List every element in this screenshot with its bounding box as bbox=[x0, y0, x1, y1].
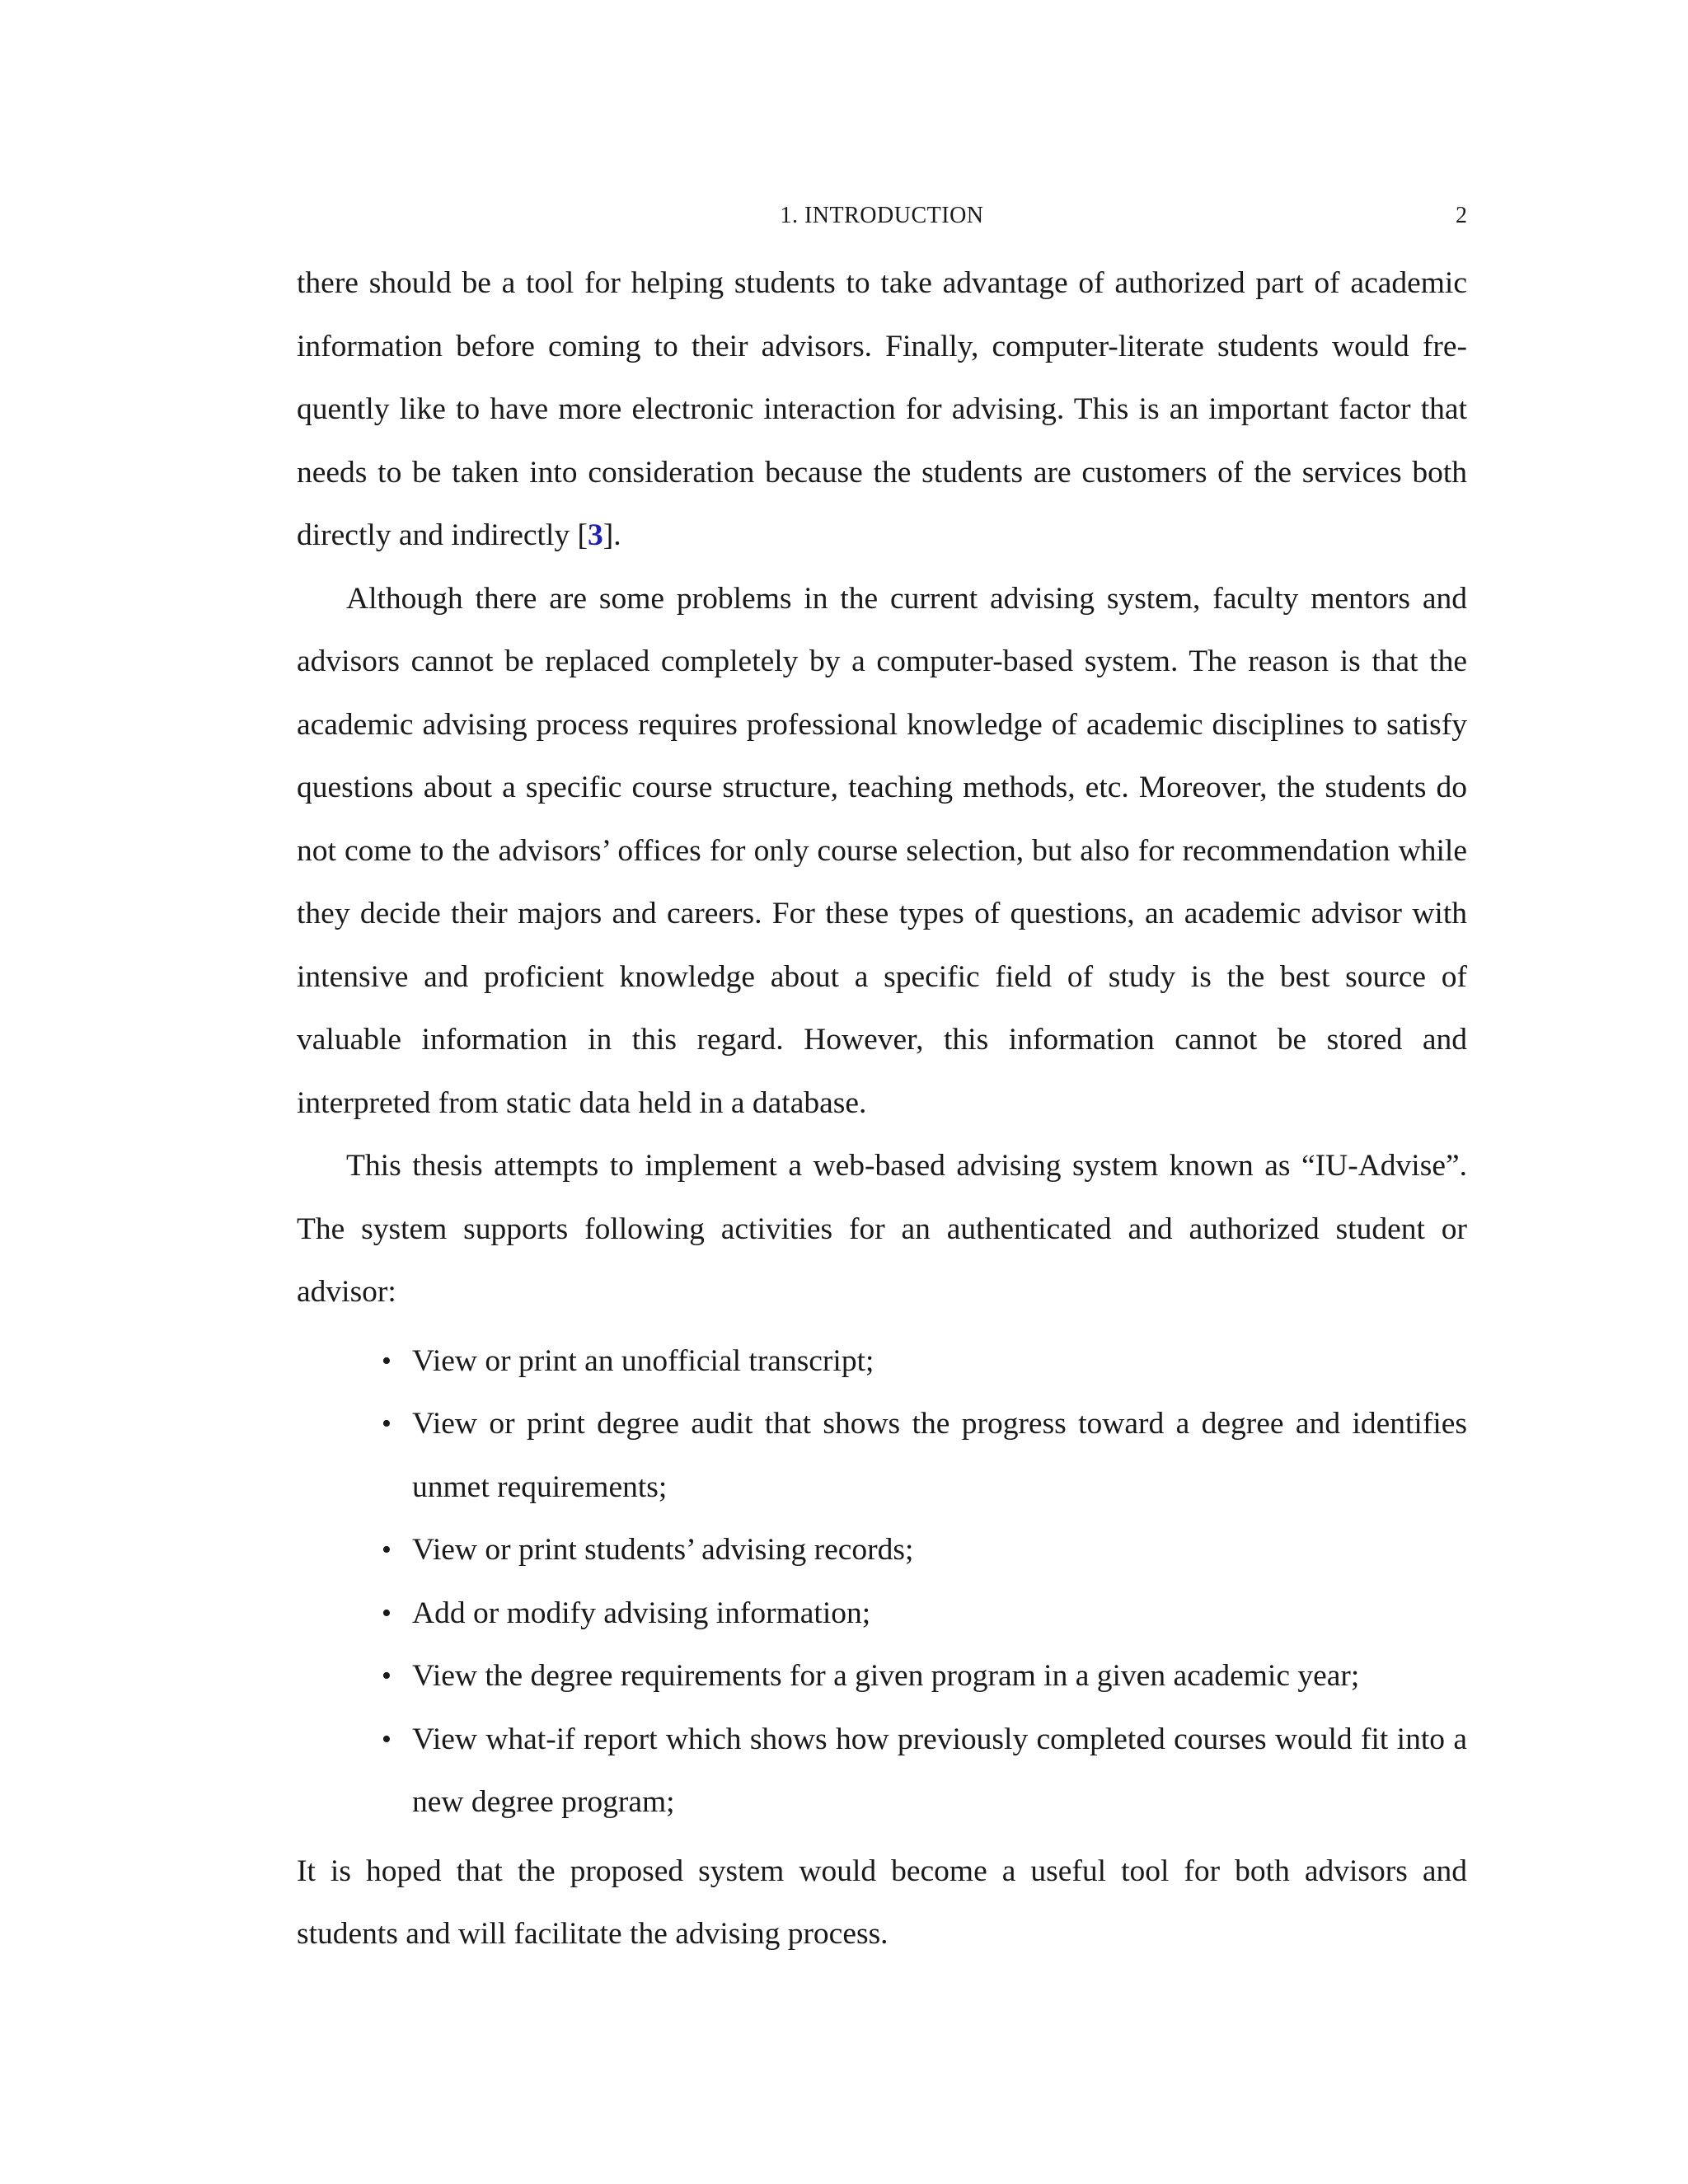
list-item bbox=[382, 1393, 1467, 1519]
list-item bbox=[382, 1708, 1467, 1835]
activities-list bbox=[297, 1324, 1467, 1840]
paragraph-4: It is hoped that the proposed system would become a useful tool for both advisors and students and will facilitate the advising process. bbox=[297, 1854, 1467, 1951]
page-number: 2 bbox=[1456, 203, 1467, 228]
list-item-text: View the degree requirements for a given program in a given academic year; bbox=[412, 1659, 1360, 1693]
list-item-text: View what-if report which shows how previously completed courses would fit into a new degree program; bbox=[412, 1722, 1467, 1819]
document-page bbox=[297, 0, 1467, 2184]
bullet-icon: • bbox=[382, 1408, 392, 1439]
list-item bbox=[382, 1330, 1467, 1394]
bullet-icon: • bbox=[382, 1597, 392, 1629]
list-item bbox=[382, 1645, 1467, 1708]
list-item-text: View or print students’ advising records; bbox=[412, 1533, 914, 1567]
body-text bbox=[297, 252, 1467, 1966]
paragraph-1-text: there should be a tool for helping students to take advantage of authorized part of academic information before coming to their advisors. Finally, computer-literate students would frequently like to have more electronic interaction for advising. This is an important factor that needs to be taken into consideration because the students are customers of the services both directly and indirectly [ bbox=[297, 266, 1467, 552]
paragraph-1 bbox=[297, 252, 1467, 568]
chapter-title: 1. INTRODUCTION bbox=[780, 203, 984, 228]
list-item-text: Add or modify advising information; bbox=[412, 1596, 871, 1630]
paragraph-1-end: ]. bbox=[603, 518, 621, 552]
bullet-icon: • bbox=[382, 1661, 392, 1691]
running-header bbox=[297, 201, 1467, 231]
list-item bbox=[382, 1582, 1467, 1646]
paragraph-3: This thesis attempts to implement a web-based advising system known as “IU-Advise”. The system supports following activities for an authenticated and authorized student or advisor: bbox=[297, 1149, 1467, 1309]
list-item-text: View or print degree audit that shows the progress toward a degree and identifies unmet requirements; bbox=[412, 1407, 1467, 1504]
list-item-text: View or print an unofficial transcript; bbox=[412, 1343, 874, 1378]
paragraph-2: Although there are some problems in the current advising system, faculty mentors and advisors cannot be replaced completely by a computer-based system. The reason is that the academic advising process requires professional knowledge of academic disciplines to satisfy questions about a specific course structure, teaching methods, etc. Moreover, the students do not come to the advisors’ offices for only course selection, but also for recommendation while they decide their majors and careers. For these types of questions, an academic advisor with intensive and proficient knowledge about a specific field of study is the best source of valuable information in this regard. However, this information cannot be stored and interpreted from static data held in a database. bbox=[297, 581, 1467, 1120]
bullet-icon: • bbox=[382, 1345, 392, 1376]
citation-link-3[interactable]: 3 bbox=[588, 518, 603, 552]
bullet-icon: • bbox=[382, 1535, 392, 1565]
list-item bbox=[382, 1519, 1467, 1582]
bullet-icon: • bbox=[382, 1723, 392, 1755]
